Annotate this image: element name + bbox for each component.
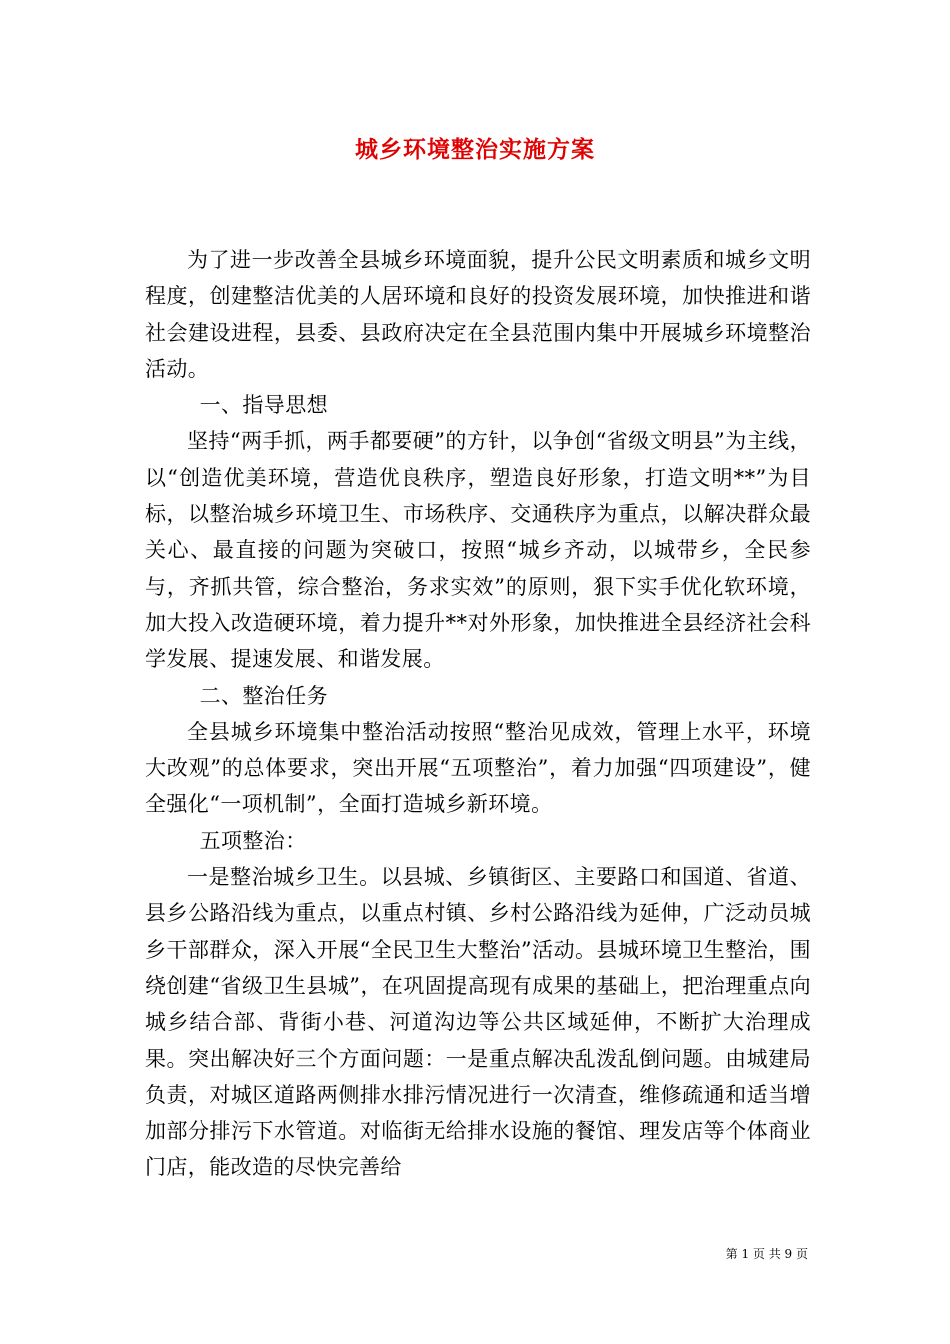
section-heading-tasks: 二、整治任务 bbox=[199, 683, 328, 708]
section-heading-guiding-ideology: 一、指导思想 bbox=[199, 393, 328, 418]
sanitation-paragraph: 一是整治城乡卫生。以县城、乡镇街区、主要路口和国道、省道、县乡公路沿线为重点，以重点村镇、乡村公路沿线为延伸，广泛动员城乡干部群众，深入开展“全民卫生大整治”活动。县城环境卫生整治，围绕创建“省级卫生县城”，在巩固提高现有成果的基础上，把治理重点向城乡结合部、背街小巷、河道沟边等公共区域延伸，不断扩大治理成果。突出解决好三个方面问题：一是重点解决乱泼乱倒问题。由城建局负责，对城区道路两侧排水排污情况进行一次清查，维修疏通和适当增加部分排污下水管道。对临街无给排水设施的餐馆、理发店等个体商业门店，能改造的尽快完善给 bbox=[145, 865, 811, 1180]
intro-paragraph: 为了进一步改善全县城乡环境面貌，提升公民文明素质和城乡文明程度，创建整洁优美的人居环境和良好的投资发展环境，加快推进和谐社会建设进程，县委、县政府决定在全县范围内集中开展城乡环境整治活动。 bbox=[145, 248, 811, 381]
document-title: 城乡环境整治实施方案 bbox=[355, 136, 595, 163]
guiding-ideology-paragraph: 坚持“两手抓，两手都要硬”的方针，以争创“省级文明县”为主线，以“创造优美环境，营造优良秩序，塑造良好形象，打造文明**”为目标，以整治城乡环境卫生、市场秩序、交通秩序为重点，以解决群众最关心、最直接的问题为突破口，按照“城乡齐动，以城带乡，全民参与，齐抓共管，综合整治，务求实效”的原则，狠下实手优化软环境，加大投入改造硬环境，着力提升**对外形象，加快推进全县经济社会科学发展、提速发展、和谐发展。 bbox=[145, 429, 811, 672]
page-number: 第 1 页 共 9 页 bbox=[725, 1247, 808, 1261]
document-body bbox=[145, 242, 811, 1186]
tasks-paragraph: 全县城乡环境集中整治活动按照“整治见成效，管理上水平，环境大改观”的总体要求，突出开展“五项整治”，着力加强“四项建设”，健全强化“一项机制”，全面打造城乡新环境。 bbox=[145, 719, 811, 817]
subheading-five-rectifications: 五项整治： bbox=[199, 828, 307, 853]
